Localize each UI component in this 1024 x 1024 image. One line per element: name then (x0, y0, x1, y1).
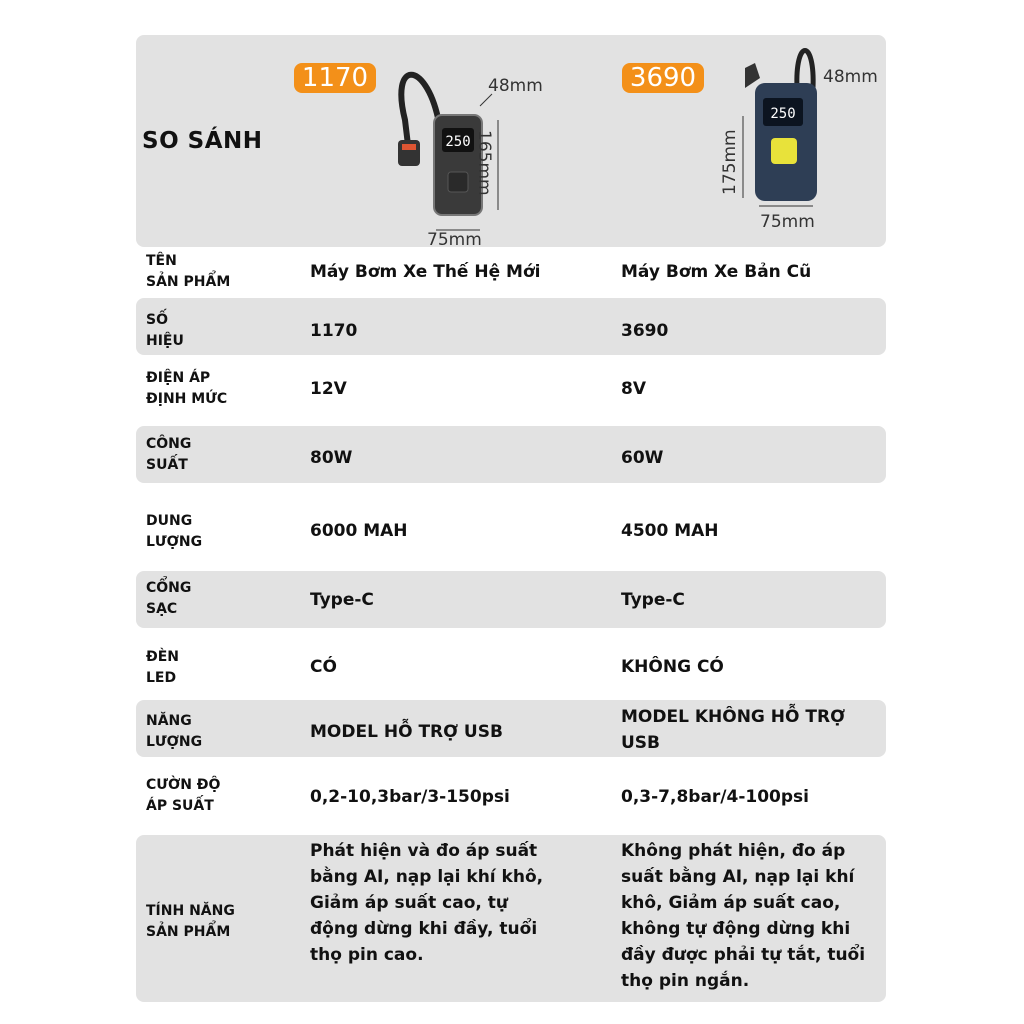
value-name-new: Máy Bơm Xe Thế Hệ Mới (310, 262, 541, 282)
row-label-led: ĐÈN LED (146, 649, 180, 686)
row-label-model: SỐ HIỆU (146, 312, 184, 349)
dim-top-old: 48mm (823, 67, 878, 87)
dim-side-new: 165mm (474, 130, 494, 196)
row-label-port: CỔNG SẠC (146, 580, 192, 617)
display-reading-old: 250 (770, 106, 796, 122)
display-reading-new: 250 (445, 134, 471, 150)
dim-top-new: 48mm (488, 76, 543, 96)
value-port-new: Type-C (310, 590, 374, 610)
value-capacity-new: 6000 MAH (310, 521, 408, 541)
value-power-old: 60W (621, 448, 664, 468)
value-features-new: Phát hiện và đo áp suất bằng AI, nạp lại khí khô, Giảm áp suất cao, tự động dừng khi đầy, tuổi thọ pin cao. (310, 841, 544, 965)
dim-side-old: 175mm (720, 129, 740, 195)
dim-bottom-old: 75mm (760, 212, 815, 232)
value-led-new: CÓ (310, 657, 337, 677)
row-label-power: CÔNG SUẤT (146, 436, 192, 473)
value-model-old: 3690 (621, 321, 669, 341)
model-badge-new: 1170 (294, 63, 376, 93)
row-label-voltage: ĐIỆN ÁP ĐỊNH MỨC (146, 370, 228, 407)
value-voltage-new: 12V (310, 379, 347, 399)
page-title: SO SÁNH (142, 128, 263, 154)
value-energy-new: MODEL HỖ TRỢ USB (310, 722, 503, 742)
value-port-old: Type-C (621, 590, 685, 610)
value-model-new: 1170 (310, 321, 358, 341)
value-capacity-old: 4500 MAH (621, 521, 719, 541)
value-features-old: Không phát hiện, đo áp suất bằng AI, nạp lại khí khô, Giảm áp suất cao, không tự động dừng khi đầy được phải tự tắt, tuổi thọ pin ngắn. (621, 841, 866, 991)
row-label-pressure: CƯỜN ĐỘ ÁP SUẤT (146, 777, 221, 814)
row-label-features: TÍNH NĂNG SẢN PHẨM (146, 903, 235, 940)
row-label-name: TÊN SẢN PHẨM (146, 253, 231, 290)
value-led-old: KHÔNG CÓ (621, 657, 724, 677)
value-power-new: 80W (310, 448, 353, 468)
value-name-old: Máy Bơm Xe Bản Cũ (621, 262, 812, 282)
value-pressure-new: 0,2-10,3bar/3-150psi (310, 787, 510, 807)
dim-bottom-new: 75mm (427, 230, 482, 250)
row-label-capacity: DUNG LƯỢNG (146, 513, 203, 550)
value-energy-old: MODEL KHÔNG HỖ TRỢ USB (621, 707, 845, 753)
model-badge-old: 3690 (622, 63, 704, 93)
value-voltage-old: 8V (621, 379, 646, 399)
row-label-energy: NĂNG LƯỢNG (146, 713, 203, 750)
value-pressure-old: 0,3-7,8bar/4-100psi (621, 787, 810, 807)
